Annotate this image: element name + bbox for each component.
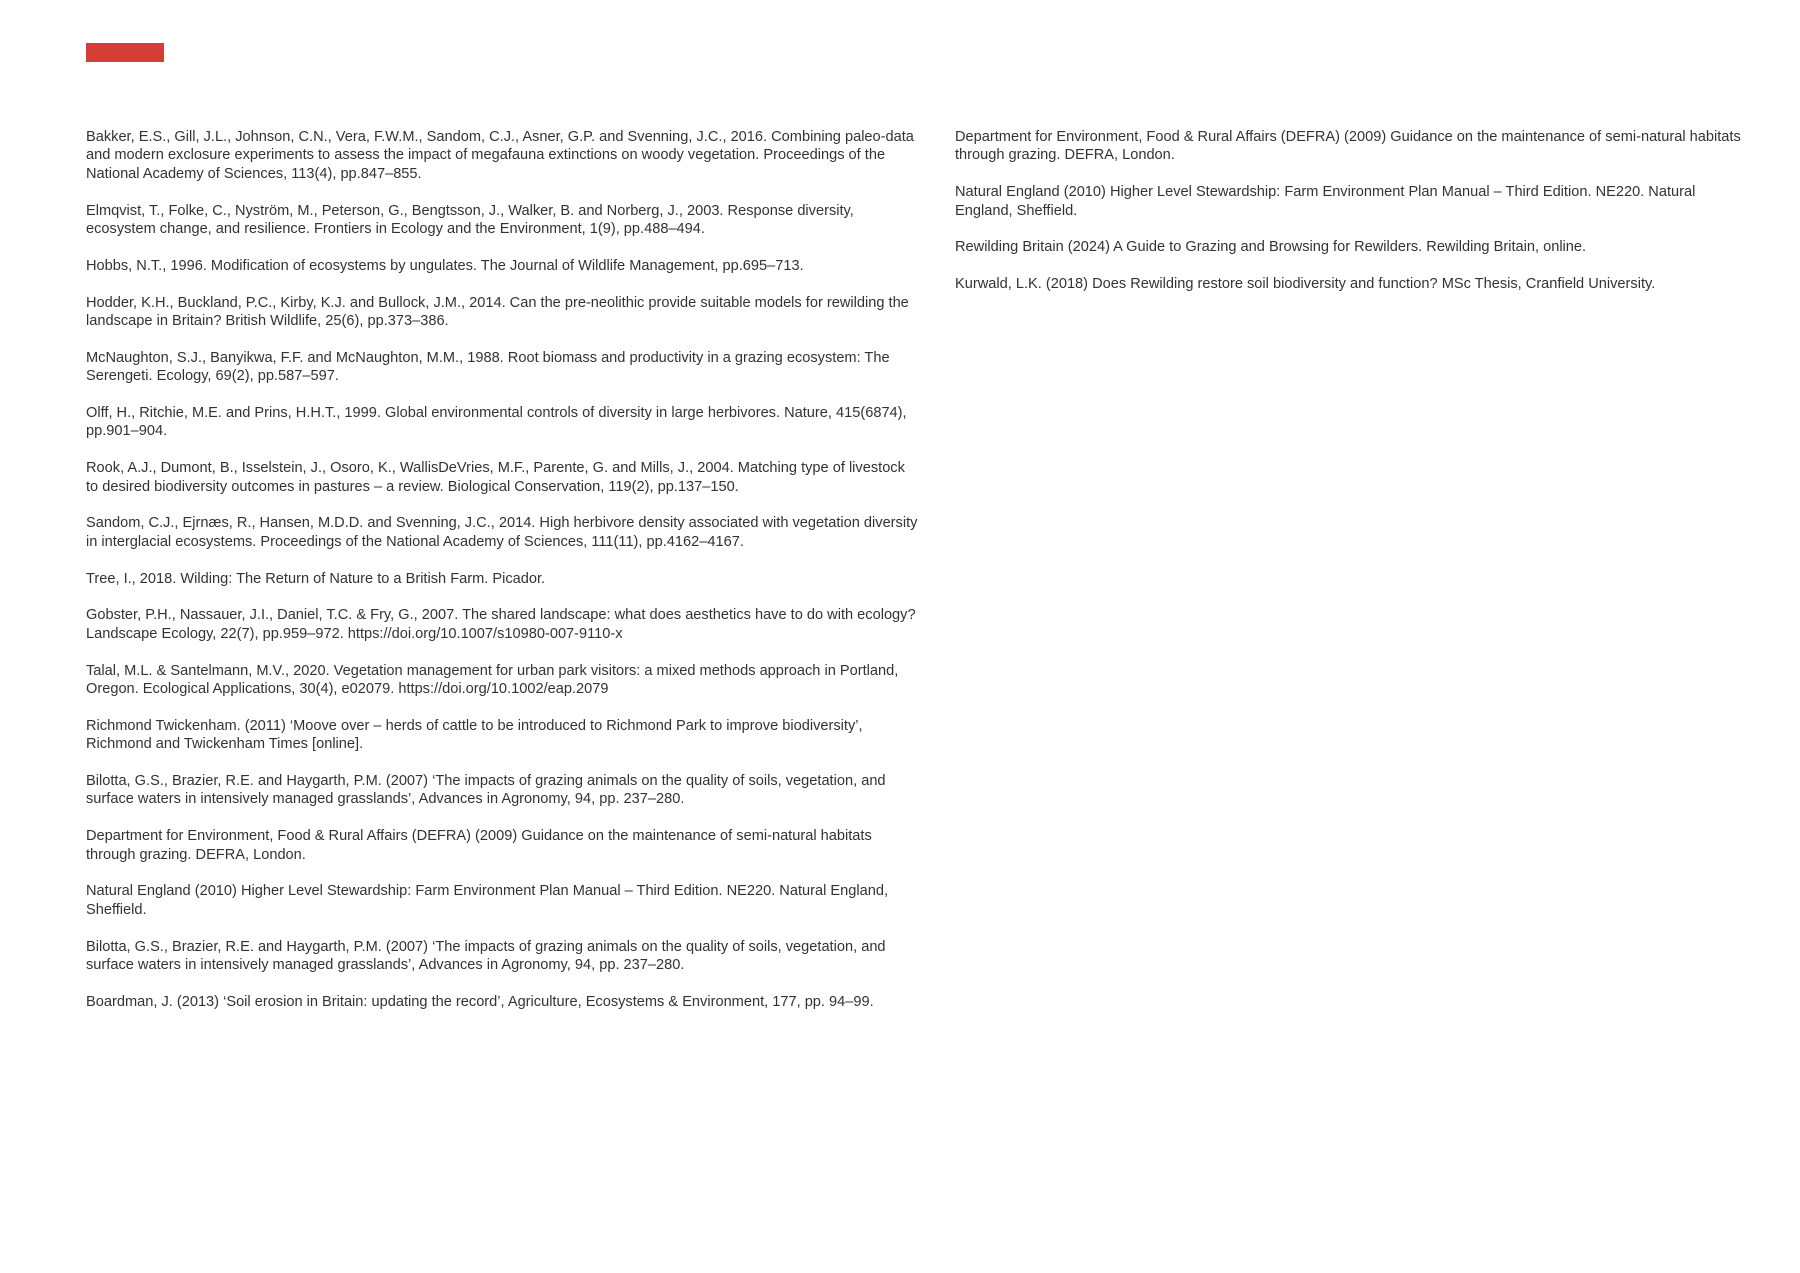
reference-item: Elmqvist, T., Folke, C., Nyström, M., Peterson, G., Bengtsson, J., Walker, B. and Norberg, J., 2003. Response diversity, ecosystem change, and resilience. Frontiers in Ecology and the Environment, 1(9), pp.488–494. xyxy=(86,202,854,238)
reference-item: Department for Environment, Food & Rural Affairs (DEFRA) (2009) Guidance on the maintenance of semi-natural habitats through grazing. DEFRA, London. xyxy=(86,828,872,863)
reference-item: Olff, H., Ritchie, M.E. and Prins, H.H.T., 1999. Global environmental controls of diversity in large herbivores. Nature, 415(6874), pp.901–904. xyxy=(86,405,907,440)
reference-item: Tree, I., 2018. Wilding: The Return of Nature to a British Farm. Picador. xyxy=(86,570,546,587)
reference-item: Talal, M.L. & Santelmann, M.V., 2020. Vegetation management for urban park visitors: a mixed methods approach in Portland, Oregon. Ecological Applications, 30(4), e02079. https://doi.org/10.1002/eap.2079 xyxy=(86,662,899,698)
reference-item: Hodder, K.H., Buckland, P.C., Kirby, K.J. and Bullock, J.M., 2014. Can the pre-neolithic provide suitable models for rewilding the landscape in Britain? British Wildlife, 25(6), pp.373–386. xyxy=(86,294,909,330)
reference-item: Bilotta, G.S., Brazier, R.E. and Haygarth, P.M. (2007) ‘The impacts of grazing animals on the quality of soils, vegetation, and surface waters in intensively managed grasslands’, Advances in Agronomy, 94, pp. 237–280. xyxy=(86,773,886,808)
reference-item: Richmond Twickenham. (2011) ‘Moove over – herds of cattle to be introduced to Richmond Park to improve biodiversity’, Richmond and Twickenham Times [online]. xyxy=(86,717,863,753)
reference-item: Department for Environment, Food & Rural Affairs (DEFRA) (2009) Guidance on the maintenance of semi-natural habitats through grazing. DEFRA, London. xyxy=(955,129,1741,164)
reference-item: Hobbs, N.T., 1996. Modification of ecosystems by ungulates. The Journal of Wildlife Management, pp.695–713. xyxy=(86,257,804,274)
reference-item: Rewilding Britain (2024) A Guide to Grazing and Browsing for Rewilders. Rewilding Britain, online. xyxy=(955,239,1587,256)
reference-item: McNaughton, S.J., Banyikwa, F.F. and McNaughton, M.M., 1988. Root biomass and productivity in a grazing ecosystem: The Serengeti. Ecology, 69(2), pp.587–597. xyxy=(86,349,890,385)
reference-item: Kurwald, L.K. (2018) Does Rewilding restore soil biodiversity and function? MSc Thesis, Cranfield University. xyxy=(955,276,1656,293)
reference-item: Sandom, C.J., Ejrnæs, R., Hansen, M.D.D. and Svenning, J.C., 2014. High herbivore density associated with vegetation diversity in interglacial ecosystems. Proceedings of the National Academy of Sciences, 111(11), pp.4162–4167. xyxy=(86,515,918,550)
reference-item: Rook, A.J., Dumont, B., Isselstein, J., Osoro, K., WallisDeVries, M.F., Parente, G. and Mills, J., 2004. Matching type of livestock to desired biodiversity outcomes in pastures – a review. Biological Conservation, 119(2), pp.137–150. xyxy=(86,460,905,495)
reference-item: Bakker, E.S., Gill, J.L., Johnson, C.N., Vera, F.W.M., Sandom, C.J., Asner, G.P. and Svenning, J.C., 2016. Combining paleo-data and modern exclosure experiments to assess the impact of megafauna extinctions on woody vegetation. Proceedings of the National Academy of Sciences, 113(4), pp.847–855. xyxy=(86,129,914,182)
reference-list-right xyxy=(955,128,1755,312)
reference-list-left xyxy=(86,128,921,1030)
reference-item: Bilotta, G.S., Brazier, R.E. and Haygarth, P.M. (2007) ‘The impacts of grazing animals on the quality of soils, vegetation, and surface waters in intensively managed grasslands’, Advances in Agronomy, 94, pp. 237–280. xyxy=(86,938,886,974)
accent-bar xyxy=(86,43,164,62)
reference-item: Natural England (2010) Higher Level Stewardship: Farm Environment Plan Manual – Third Edition. NE220. Natural England, Sheffield. xyxy=(955,184,1696,219)
reference-item: Natural England (2010) Higher Level Stewardship: Farm Environment Plan Manual – Third Edition. NE220. Natural England, Sheffield. xyxy=(86,883,889,918)
reference-item: Gobster, P.H., Nassauer, J.I., Daniel, T.C. & Fry, G., 2007. The shared landscape: what does aesthetics have to do with ecology? Landscape Ecology, 22(7), pp.959–972. https://doi.org/10.1007/s10980-007-9110-x xyxy=(86,607,916,642)
reference-item: Boardman, J. (2013) ‘Soil erosion in Britain: updating the record’, Agriculture, Ecosystems & Environment, 177, pp. 94–99. xyxy=(86,993,874,1010)
